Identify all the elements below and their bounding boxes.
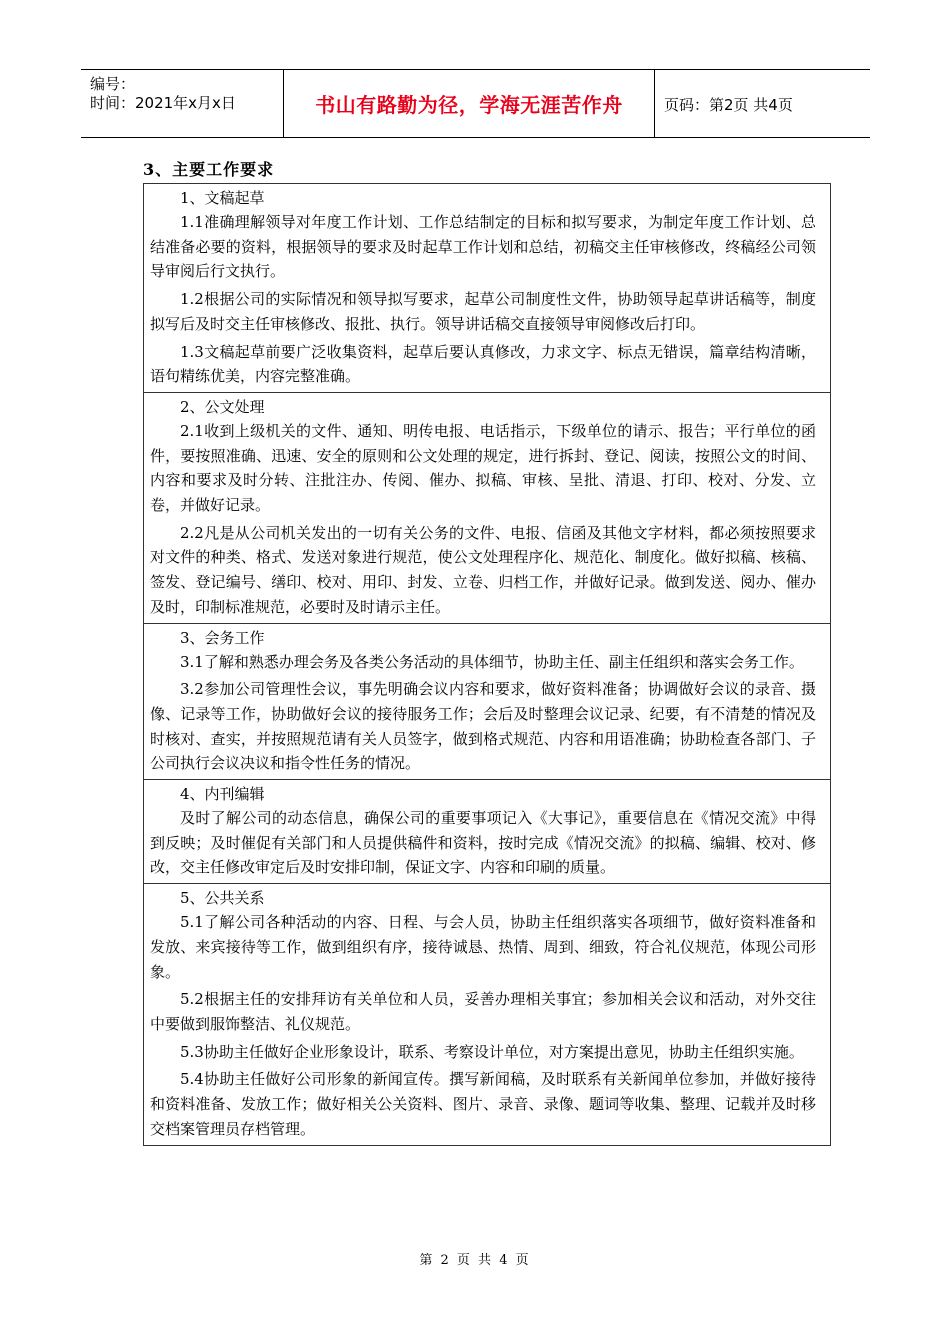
block-paragraph: 5.4协助主任做好公司形象的新闻宣传。撰写新闻稿，及时联系有关新闻单位参加，并做好接待和资料准备、发放工作；做好相关公关资料、图片、录音、录像、题词等收集、整理、记载并及时移交档案管理员存档管理。 <box>150 1070 816 1138</box>
block-heading: 1、文稿起草 <box>180 189 265 207</box>
page-header <box>81 69 870 138</box>
block-paragraph: 5.1了解公司各种活动的内容、日程、与会人员，协助主任组织落实各项细节，做好资料准备和发放、来宾接待等工作，做到组织有序，接待诚恳、热情、周到、细致，符合礼仪规范，体现公司形象。 <box>150 913 816 981</box>
block-heading: 4、内刊编辑 <box>180 785 265 804</box>
requirement-block <box>144 623 830 777</box>
block-heading: 3、会务工作 <box>180 628 265 647</box>
requirements-table <box>143 183 831 1146</box>
block-paragraph: 2.1收到上级机关的文件、通知、明传电报、电话指示，下级单位的请示、报告；平行单位的函件，要按照准确、迅速、安全的原则和公文处理的规定，进行拆封、登记、阅读，按照公文的时间、内容和要求及时分转、注批注办、传阅、催办、拟稿、审核、呈批、清退、打印、校对、分发、立卷，并做好记录。 <box>150 421 816 515</box>
block-paragraph: 2.2凡是从公司机关发出的一切有关公务的文件、电报、信函及其他文字材料，都必须按照要求对文件的种类、格式、发送对象进行规范，使公文处理程序化、规范化、制度化。做好拟稿、核稿、签发、登记编号、缮印、校对、用印、封发、立卷、归档工作，并做好记录。做到发送、阅办、催办及时，印制标准规范，必要时及时请示主任。 <box>150 523 816 616</box>
time-label: 时间：2021年x月x日 <box>90 94 236 112</box>
block-paragraph: 3.1了解和熟悉办理会务及各类公务活动的具体细节，协助主任、副主任组织和落实会务工作。 <box>180 652 804 671</box>
header-motto: 书山有路勤为径，学海无涯苦作舟 <box>315 93 623 117</box>
block-paragraph: 及时了解公司的动态信息，确保公司的重要事项记入《大事记》，重要信息在《情况交流》中得到反映；及时催促有关部门和人员提供稿件和资料，按时完成《情况交流》的拟稿、编辑、校对、修改，交主任修改审定后及时安排印制，保证文字、内容和印刷的质量。 <box>150 809 816 877</box>
header-page-label: 页码：第2页 共4页 <box>664 96 793 114</box>
block-paragraph: 5.3协助主任做好企业形象设计，联系、考察设计单位，对方案提出意见，协助主任组织实施。 <box>180 1042 804 1061</box>
block-paragraph: 1.2根据公司的实际情况和领导拟写要求，起草公司制度性文件，协助领导起草讲话稿等，制度拟写后及时交主任审核修改、报批、执行。领导讲话稿交直接领导审阅修改后打印。 <box>150 290 816 333</box>
header-meta <box>90 75 236 113</box>
block-paragraph: 1.3文稿起草前要广泛收集资料，起草后要认真修改，力求文字、标点无错误，篇章结构清晰，语句精练优美，内容完整准确。 <box>150 342 816 386</box>
block-paragraph: 1.1准确理解领导对年度工作计划、工作总结制定的目标和拟写要求，为制定年度工作计划、总结准备必要的资料，根据领导的要求及时起草工作计划和总结，初稿交主任审核修改，终稿经公司领导审阅后行文执行。 <box>150 213 816 281</box>
block-paragraph: 5.2根据主任的安排拜访有关单位和人员，妥善办理相关事宜；参加相关会议和活动，对外交往中要做到服饰整洁、礼仪规范。 <box>150 990 816 1033</box>
requirement-block <box>144 184 830 389</box>
page-footer: 第 2 页 共 4 页 <box>419 1253 531 1268</box>
requirement-block <box>144 883 830 1141</box>
block-heading: 5、公共关系 <box>180 889 265 908</box>
section-title: 3、主要工作要求 <box>143 160 275 179</box>
block-heading: 2、公文处理 <box>180 397 265 416</box>
requirement-block <box>144 392 830 620</box>
block-paragraph: 3.2参加公司管理性会议，事先明确会议内容和要求，做好资料准备；协调做好会议的录音、摄像、记录等工作，协助做好会议的接待服务工作；会后及时整理会议记录、纪要，有不清楚的情况及时核对、查实，并按照规范请有关人员签字，做到格式规范、内容和用语准确；协助检查各部门、子公司执行会议决议和指令性任务的情况。 <box>150 680 816 773</box>
header-divider <box>654 70 655 137</box>
doc-number-label: 编号： <box>90 75 136 93</box>
requirement-block <box>144 779 830 880</box>
